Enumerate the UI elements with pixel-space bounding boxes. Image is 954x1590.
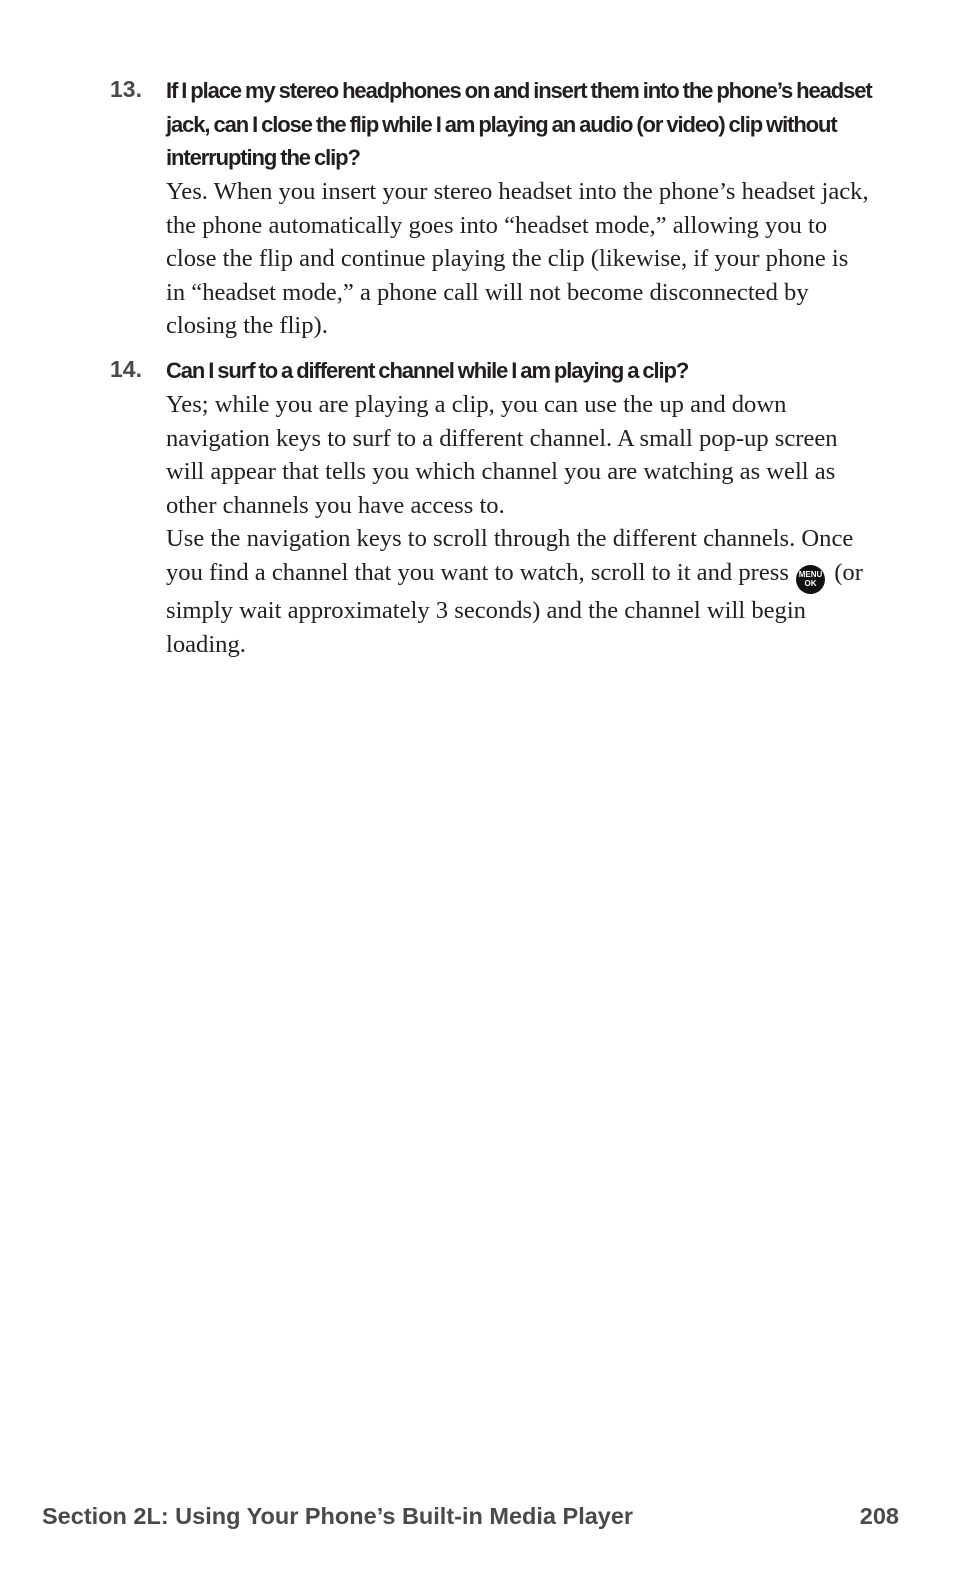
faq-item-number: 13. [110, 76, 142, 102]
answer-text-after-icon: (or simply wait approximately 3 seconds) and the channel will begin loading. [166, 558, 863, 658]
menu-ok-icon-line1: MENU [798, 570, 823, 579]
faq-question: If I place my stereo headphones on and insert them into the phone’s headset jack, can I close the flip while I am playing an audio (or video) clip without interrupting the clip? [166, 78, 872, 170]
menu-ok-icon-line2: OK [804, 578, 817, 588]
footer-page-number: 208 [859, 1503, 899, 1529]
menu-ok-key-icon [796, 565, 825, 594]
answer-text-before-icon: Use the navigation keys to scroll through the different channels. Once you find a channel that you want to watch, scroll to it and press [166, 525, 854, 586]
faq-answer: Yes. When you insert your stereo headset into the phone’s headset jack, the phone automatically goes into “headset mode,” allowing you to close the flip and continue playing the clip (likewise, if your phone is in “headset mode,” a phone call will not become disconnected by closing the flip). [166, 178, 869, 339]
faq-item-number: 14. [110, 356, 142, 382]
faq-answer-paragraph-2 [166, 522, 871, 661]
faq-answer-paragraph-1: Yes; while you are playing a clip, you can use the up and down navigation keys to surf to a different channel. A small pop-up screen will appear that tells you which channel you are watching as well as other channels you have access to. [166, 391, 838, 519]
footer-section-title: Section 2L: Using Your Phone’s Built-in Media Player [42, 1503, 634, 1529]
faq-question: Can I surf to a different channel while I am playing a clip? [166, 358, 689, 383]
